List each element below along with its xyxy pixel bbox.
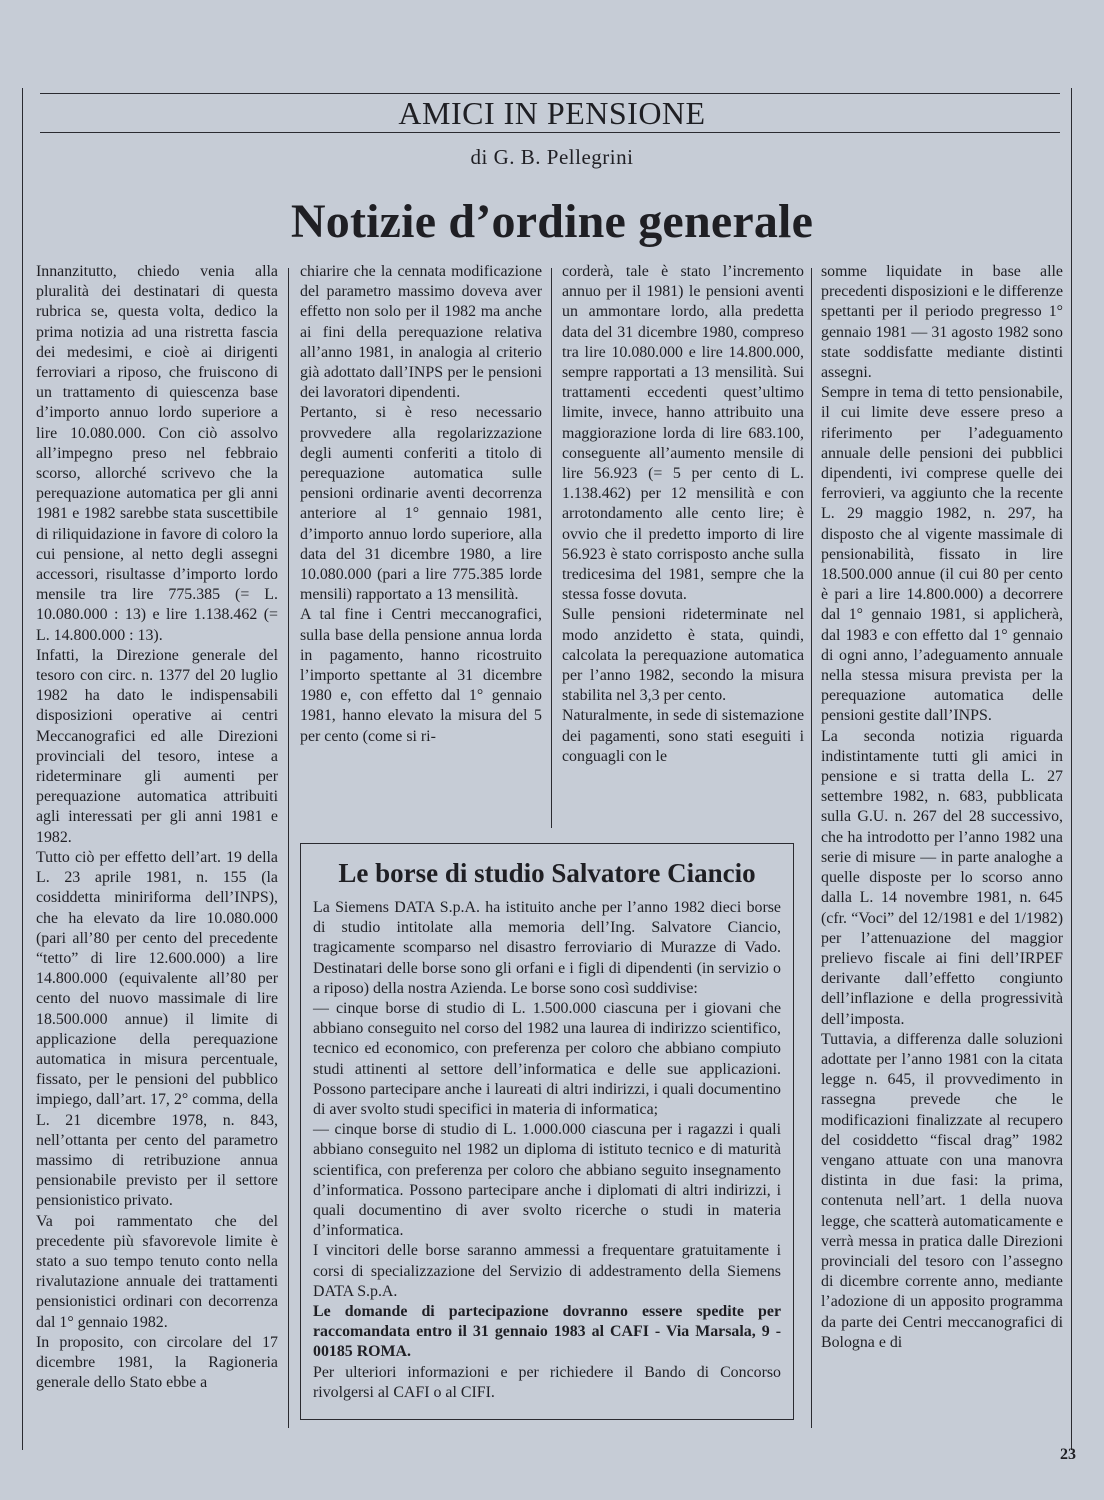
paragraph: In proposito, con circolare del 17 dicembre 1981, la Ragioneria generale dello Stato ebbe a [36, 1333, 278, 1392]
column-divider [811, 268, 812, 1428]
paragraph: chiarire che la cennata modificazione del parametro massimo doveva aver effetto non solo per il 1982 ma anche ai fini della perequazione relativa all’anno 1981, in analogia al criterio già adottato dall’INPS per le pensioni dei lavoratori dipendenti. [300, 263, 542, 402]
box-paragraph: I vincitori delle borse saranno ammessi a frequentare gratuitamente i corsi di specializzazione del Servizio di addestramento della Siemens DATA S.p.A. [313, 1242, 781, 1300]
section-title: AMICI IN PENSIONE [398, 95, 706, 131]
headline: Notizie d’ordine generale [290, 195, 814, 248]
column-divider [288, 268, 289, 1428]
byline: di G. B. Pellegrini [470, 145, 634, 169]
header-rule-top [40, 93, 1060, 94]
scholarship-box [300, 843, 794, 1420]
paragraph: Tutto ciò per effetto dell’art. 19 della L. 23 aprile 1981, n. 155 (la cosiddetta miniriforma dell’INPS), che ha elevato da lire 10.080.000 (pari all’80 per cento del precedente “tetto” di lire 12.600.000) a lire 14.800.000 (equivalente all’80 per cento del nuovo massimale di lire 18.500.000 annue) il limite di applicazione della perequazione automatica in misura percentuale, fissato, per le pensioni del pubblico impiego, dall’art. 17, 2° comma, della L. 21 dicembre 1978, n. 843, nell’ottanta per cento del parametro massimo di retribuzione annua pensionabile previsto per il settore pensionistico privato. [36, 848, 278, 1210]
box-paragraph: — cinque borse di studio di L. 1.500.000 ciascuna per i giovani che abbiano conseguito nel corso del 1982 una laurea di indirizzo scientifico, tecnico ed economico, con preferenza per coloro che abbiano compiuto studi attinenti al settore dell’informatica e delle sue applicazioni. Possono partecipare anche i laureati di altri indirizzi, i quali documentino di aver svolto studi specifici in materia di informatica; [313, 1000, 781, 1119]
box-closing: Per ulteriori informazioni e per richiedere il Bando di Concorso rivolgersi al CAFI o al CIFI. [313, 1363, 781, 1401]
article-column-4 [821, 262, 1063, 1353]
box-body [313, 898, 781, 1403]
box-paragraph: La Siemens DATA S.p.A. ha istituito anche per l’anno 1982 dieci borse di studio intitolate alla memoria dell’Ing. Salvatore Ciancio, tragicamente scomparso nel disastro ferroviario di Murazze di Vado. Destinatari delle borse sono gli orfani e i figli di dipendenti (in servizio o a riposo) della nostra Azienda. Le borse sono così suddivise: [313, 899, 781, 997]
paragraph: La seconda notizia riguarda indistintamente tutti gli amici in pensione e si tratta della L. 27 settembre 1982, n. 683, pubblicata sulla G.U. n. 267 del 28 successivo, che ha introdotto per l’anno 1982 una serie di misure — in parte analoghe a quelle disposte per lo scorso anno dalla L. 14 novembre 1981, n. 645 (cfr. “Voci” del 12/1981 e del 1/1982) per l’attenuazione del maggior prelievo fiscale ai fini dell’IRPEF derivante dall’effetto congiunto dell’inflazione e della progressività dell’imposta. [821, 727, 1063, 1028]
paragraph: somme liquidate in base alle precedenti disposizioni e le differenze spettanti per il periodo pregresso 1° gennaio 1981 — 31 agosto 1982 sono state soddisfatte mediante distinti assegni. [821, 263, 1063, 382]
paragraph: Pertanto, si è reso necessario provvedere alla regolarizzazione degli aumenti conferiti a titolo di perequazione automatica sulle pensioni ordinarie aventi decorrenza anteriore al 1° gennaio 1981, d’importo annuo lordo superiore, alla data del 31 dicembre 1980, a lire 10.080.000 (pari a lire 775.385 lorde mensili) rapportato a 13 mensilità. [300, 404, 542, 604]
column-divider [551, 268, 552, 828]
header-rule-bottom [40, 132, 1060, 133]
paragraph: Sempre in tema di tetto pensionabile, il cui limite deve essere preso a riferimento per l’adeguamento annuale delle pensioni dei pubblici dipendenti, ivi comprese quelle dei ferrovieri, va aggiunto che la recente L. 29 maggio 1982, n. 297, ha disposto che al vigente massimale di pensionabilità, fissato in lire 18.500.000 annue (il cui 80 per cento è pari a lire 14.800.000) a decorrere dal 1° gennaio 1981, si applicherà, dal 1983 e con effetto dal 1° gennaio di ogni anno, l’adeguamento annuale nella stessa misura prevista per la perequazione automatica delle pensioni gestite dall’INPS. [821, 384, 1063, 725]
paragraph: Sulle pensioni rideterminate nel modo anzidetto è stata, quindi, calcolata la perequazione automatica per l’anno 1982, secondo la misura stabilita nel 3,3 per cento. [562, 606, 804, 705]
paragraph: Innanzitutto, chiedo venia alla pluralità dei destinatari di questa rubrica se, questa volta, dedico la prima notizia ad una ristretta fascia dei medesimi, e cioè ai dirigenti ferroviari a riposo, che fruiscono di un trattamento di quiescenza base d’importo annuo lordo superiore a lire 10.080.000. Con ciò assolvo all’impegno preso nel febbraio scorso, allorché scrivevo che la perequazione automatica per gli anni 1981 e 1982 sarebbe stata suscettibile di riliquidazione in favore di coloro la cui pensione, al netto degli assegni accessori, risultasse d’importo lordo mensile tra lire 775.385 (= L. 10.080.000 : 13) e lire 1.138.462 (= L. 14.800.000 : 13). [36, 263, 278, 644]
article-column-1 [36, 262, 278, 1393]
paragraph: Infatti, la Direzione generale del tesoro con circ. n. 1377 del 20 luglio 1982 ha dato le indispensabili disposizioni operative ai centri Meccanografici ed alle Direzioni provinciali del tesoro, intese a rideterminare gli aumenti per perequazione automatica attribuiti agli interessati per gli anni 1981 e 1982. [36, 646, 278, 846]
paragraph: Naturalmente, in sede di sistemazione dei pagamenti, sono stati eseguiti i conguagli con le [562, 707, 804, 765]
article-column-2 [300, 262, 542, 747]
box-title: Le borse di studio Salvatore Ciancio [338, 858, 756, 888]
box-paragraph: — cinque borse di studio di L. 1.000.000 ciascuna per i ragazzi i quali abbiano conseguito nel 1982 un diploma di istituto tecnico e di maturità scientifica, con preferenza per coloro che abbiano seguito insegnamento d’informatica. Possono partecipare anche i diplomati di altri indirizzi, i quali documentino di aver svolto ricerche o studi in materia d’informatica. [313, 1121, 781, 1240]
article-column-3 [562, 262, 804, 767]
paragraph: corderà, tale è stato l’incremento annuo per il 1981) le pensioni aventi un ammontare lordo, alla predetta data del 31 dicembre 1980, compreso tra lire 10.080.000 e lire 14.800.000, sempre rapportati a 13 mensilità. Sui trattamenti eccedenti quest’ultimo limite, invece, hanno attribuito una maggiorazione lorda di lire 683.100, conseguente all’aumento mensile di lire 56.923 (= 5 per cento di L. 1.138.462) per 12 mensilità e con arrotondamento alle cento lire; è ovvio che il predetto importo di lire 56.923 è stato corrisposto anche sulla tredicesima del 1981, sempre che la stessa fosse dovuta. [562, 263, 804, 604]
paragraph: A tal fine i Centri meccanografici, sulla base della pensione annua lorda in pagamento, hanno ricostruito l’importo spettante al 31 dicembre 1980 e, con effetto dal 1° gennaio 1981, hanno elevato la misura del 5 per cento (come si ri- [300, 606, 542, 745]
box-deadline-notice: Le domande di partecipazione dovranno essere spedite per raccomandata entro il 31 gennaio 1983 al CAFI - Via Marsala, 9 - 00185 ROMA. [313, 1303, 781, 1361]
paragraph: Va poi rammentato che del precedente più sfavorevole limite è stato a suo tempo tenuto conto nella rivalutazione annuale dei trattamenti pensionistici ordinari con decorrenza dal 1° gennaio 1982. [36, 1212, 278, 1331]
page-number: 23 [1060, 1446, 1076, 1463]
paragraph: Tuttavia, a differenza dalle soluzioni adottate per l’anno 1981 con la citata legge n. 645, il provvedimento in rassegna prevede che le modificazioni finalizzate al recupero del cosiddetto “fiscal drag” 1982 vengano attuate con una manovra distinta in due fasi: la prima, contenuta nell’art. 1 della nuova legge, che scatterà automaticamente e verrà messa in pratica dalle Direzioni provinciali del tesoro con l’assegno di dicembre corrente anno, mediante l’adozione di un apposito programma da parte dei Centri meccanografici di Bologna e di [821, 1030, 1063, 1351]
